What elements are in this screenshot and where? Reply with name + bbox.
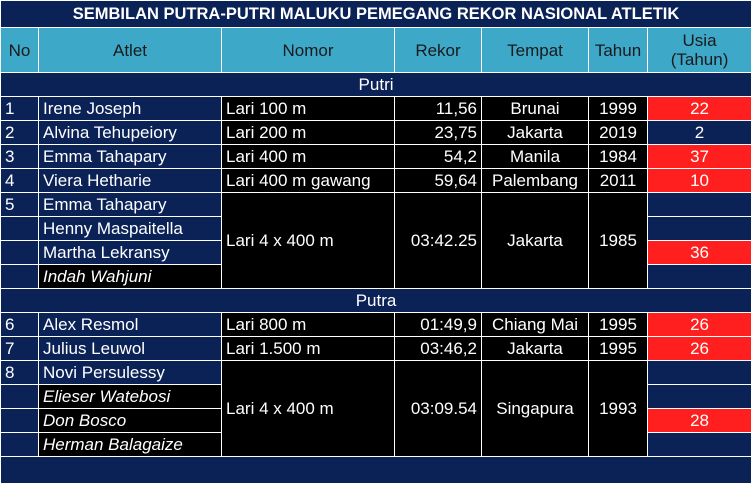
cell-rekor: 03:42.25 [395,193,482,289]
cell-no: 4 [1,169,39,193]
cell-rekor: 23,75 [395,121,482,145]
header-atlet: Atlet [39,28,222,73]
cell-rekor: 59,64 [395,169,482,193]
section-row-putra [1,289,752,313]
cell-nomor: Lari 800 m [222,313,395,337]
cell-no: 8 [1,361,39,385]
cell-rekor: 03:09.54 [395,361,482,457]
cell-tahun: 1984 [589,145,648,169]
cell-usia: 28 [648,409,752,433]
table-row [1,313,752,337]
cell-atlet: Irene Joseph [39,97,222,121]
cell-tahun: 1985 [589,193,648,289]
header-tempat: Tempat [482,28,589,73]
cell-no: 1 [1,97,39,121]
cell-usia-pad [648,385,752,409]
table-row [1,361,752,385]
table-row [1,121,752,145]
cell-athlete-4: Indah Wahjuni [39,265,222,289]
cell-rekor: 54,2 [395,145,482,169]
header-nomor: Nomor [222,28,395,73]
cell-tempat: Jakarta [482,337,589,361]
cell-athlete-1: Emma Tahapary [39,193,222,217]
cell-athlete-2: Elieser Watebosi [39,385,222,409]
cell-tempat: Chiang Mai [482,313,589,337]
header-tahun: Tahun [589,28,648,73]
cell-usia-pad [648,361,752,385]
table-row [1,145,752,169]
cell-usia: 22 [648,97,752,121]
cell-no-pad [1,241,39,265]
cell-rekor: 11,56 [395,97,482,121]
cell-usia: 36 [648,241,752,265]
cell-nomor: Lari 400 m [222,145,395,169]
cell-usia: 26 [648,313,752,337]
cell-no-pad [1,433,39,457]
cell-no-pad [1,217,39,241]
cell-usia: 10 [648,169,752,193]
cell-usia: 2 [648,121,752,145]
cell-nomor: Lari 1.500 m [222,337,395,361]
cell-nomor: Lari 4 x 400 m [222,193,395,289]
header-row [1,28,752,73]
cell-atlet: Alvina Tehupeiory [39,121,222,145]
cell-no: 6 [1,313,39,337]
cell-tempat: Singapura [482,361,589,457]
cell-nomor: Lari 4 x 400 m [222,361,395,457]
cell-tempat: Jakarta [482,121,589,145]
cell-usia-pad [648,433,752,457]
cell-atlet: Viera Hetharie [39,169,222,193]
cell-tempat: Brunai [482,97,589,121]
cell-no-pad [1,385,39,409]
cell-nomor: Lari 200 m [222,121,395,145]
cell-usia: 37 [648,145,752,169]
cell-athlete-1: Novi Persulessy [39,361,222,385]
cell-no-pad [1,265,39,289]
header-rekor: Rekor [395,28,482,73]
title-row [1,1,752,28]
table-row [1,97,752,121]
cell-athlete-3: Don Bosco [39,409,222,433]
cell-tempat: Manila [482,145,589,169]
cell-usia-pad [648,217,752,241]
cell-rekor: 01:49,9 [395,313,482,337]
header-usia: Usia (Tahun) [648,28,752,73]
header-no: No [1,28,39,73]
cell-no: 2 [1,121,39,145]
cell-nomor: Lari 100 m [222,97,395,121]
cell-athlete-3: Martha Lekransy [39,241,222,265]
table-title: SEMBILAN PUTRA-PUTRI MALUKU PEMEGANG REKOR NASIONAL ATLETIK [1,1,752,28]
table-row [1,169,752,193]
cell-atlet: Emma Tahapary [39,145,222,169]
cell-tahun: 1993 [589,361,648,457]
cell-usia-pad [648,193,752,217]
cell-athlete-4: Herman Balagaize [39,433,222,457]
cell-tempat: Jakarta [482,193,589,289]
cell-nomor: Lari 400 m gawang [222,169,395,193]
cell-tahun: 2019 [589,121,648,145]
cell-usia: 26 [648,337,752,361]
section-label-putri: Putri [1,73,752,97]
cell-usia-pad [648,265,752,289]
cell-athlete-2: Henny Maspaitella [39,217,222,241]
section-row-putri [1,73,752,97]
cell-tahun: 1995 [589,313,648,337]
cell-tahun: 1995 [589,337,648,361]
cell-no: 3 [1,145,39,169]
cell-rekor: 03:46,2 [395,337,482,361]
table-row [1,337,752,361]
table-row [1,193,752,217]
footer-row [1,457,752,484]
section-label-putra: Putra [1,289,752,313]
cell-no: 5 [1,193,39,217]
cell-no: 7 [1,337,39,361]
footer-band [1,457,752,484]
cell-atlet: Alex Resmol [39,313,222,337]
cell-tahun: 1999 [589,97,648,121]
cell-tempat: Palembang [482,169,589,193]
cell-atlet: Julius Leuwol [39,337,222,361]
cell-tahun: 2011 [589,169,648,193]
cell-no-pad [1,409,39,433]
